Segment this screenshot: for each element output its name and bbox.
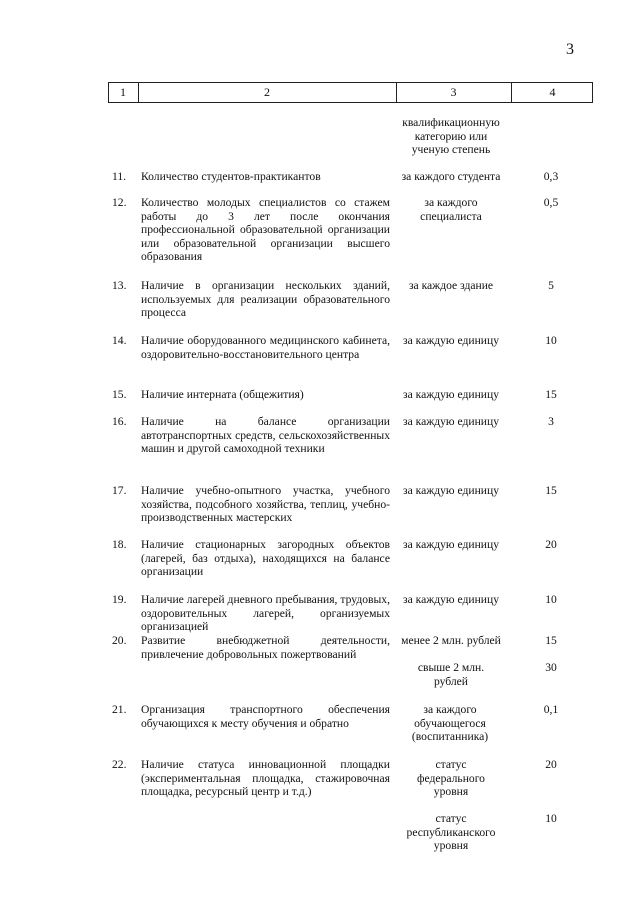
row-description: Развитие внебюджетной деятельности, привлечение добровольных пожертвований [141,634,390,661]
row-unit: за каждую единицу [403,415,499,428]
row-unit: за каждую единицу [403,388,499,401]
row-description: Количество студентов-практикантов [141,170,321,183]
row-number: 15. [112,388,127,401]
row-points: 0,1 [543,703,559,716]
table-header [108,82,593,103]
row-description: Количество молодых специалистов со стажем работы до 3 лет после окончания профессиональной образовательной организации или образовательной организации высшего образования [141,196,390,264]
row-unit: за каждую единицу [403,538,499,551]
row-number: 12. [112,196,127,209]
row-points: 10 [545,334,557,347]
row-description: Наличие на балансе организации автотранспортных средств, сельскохозяйственных машин и другой самоходной техники [141,415,390,456]
row-points: 0,3 [543,170,559,183]
header-col-2: 2 [264,85,270,99]
header-col-3: 3 [450,85,457,99]
row-number: 13. [112,279,127,292]
row-points: 20 [545,758,557,771]
row-points: 3 [548,415,554,428]
row-description: Наличие лагерей дневного пребывания, трудовых, оздоровительных лагерей, организуемых организацией [141,593,390,634]
row-unit: за каждого специалиста [420,196,482,223]
row-points: 20 [545,538,557,551]
row-points: 10 [545,593,557,606]
row-points: 15 [545,634,557,647]
row-number: 17. [112,484,127,497]
row-description: Наличие статуса инновационной площадки (экспериментальная площадка, стажировочная площадка, ресурсный центр и т.д.) [141,758,390,799]
row-number: 22. [112,758,127,771]
row-number: 19. [112,593,127,606]
continuation-line: ученую степень [411,143,491,157]
row-description: Наличие интерната (общежития) [141,388,304,401]
row-points: 15 [545,388,557,401]
row-number: 18. [112,538,127,551]
continuation-cell [395,116,507,157]
row-unit: за каждое здание [408,279,494,292]
row-points: 0,5 [543,196,559,209]
row-unit: за каждую единицу [403,484,499,497]
row-description: Наличие оборудованного медицинского кабинета, оздоровительно-восстановительного центра [141,334,390,361]
row-unit: за каждого студента [401,170,501,183]
row-points: 5 [548,279,554,292]
row-points: 10 [545,812,557,825]
row-number: 21. [112,703,127,716]
row-unit: статус республиканского уровня [406,812,496,853]
row-unit: свыше 2 млн. рублей [417,661,485,688]
row-points: 30 [545,661,557,674]
page-number: 3 [566,41,574,58]
row-number: 20. [112,634,127,647]
row-description: Наличие в организации нескольких зданий, используемых для реализации образовательного процесса [141,279,390,320]
header-col-1: 1 [120,85,126,99]
row-unit: статус федерального уровня [417,758,485,799]
continuation-line: категорию или [414,129,488,143]
header-col-4: 4 [549,85,556,99]
row-number: 11. [112,170,127,183]
row-number: 14. [112,334,127,347]
row-number: 16. [112,415,127,428]
row-unit: за каждую единицу [403,593,499,606]
row-description: Наличие учебно-опытного участка, учебного хозяйства, подсобного хозяйства, теплиц, учебно-производственных мастерских [141,484,390,525]
row-description: Организация транспортного обеспечения обучающихся к месту обучения и обратно [141,703,390,730]
row-unit: менее 2 млн. рублей [401,634,501,647]
row-points: 15 [545,484,557,497]
continuation-line: квалификационную [402,116,500,129]
row-description: Наличие стационарных загородных объектов (лагерей, баз отдыха), находящихся на балансе организации [141,538,390,579]
row-unit: за каждую единицу [403,334,499,347]
row-unit: за каждого обучающегося (воспитанника) [411,703,489,744]
